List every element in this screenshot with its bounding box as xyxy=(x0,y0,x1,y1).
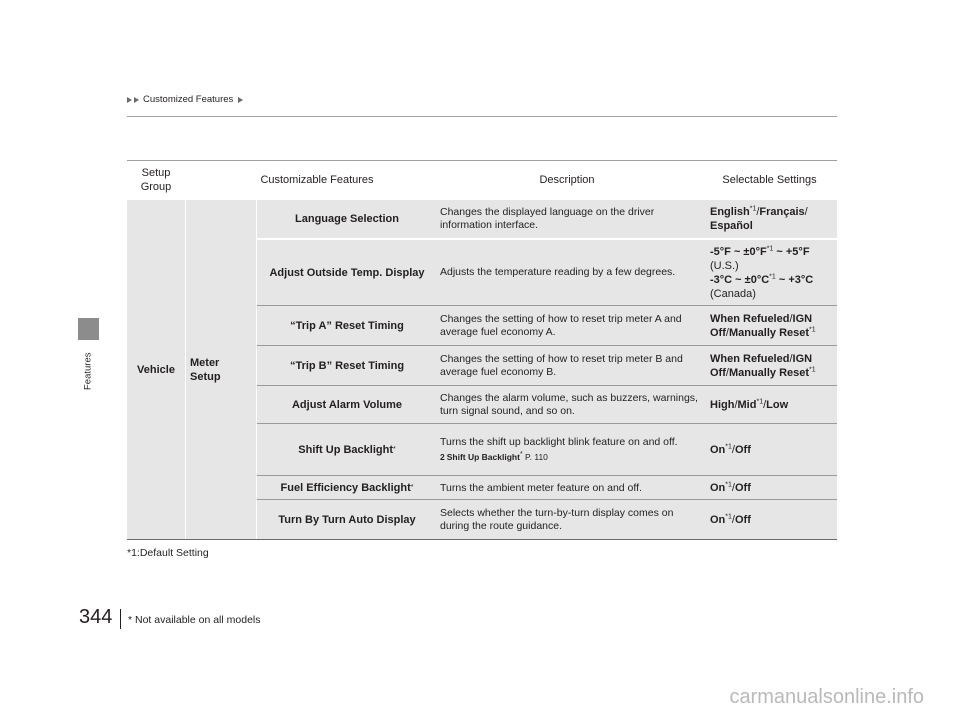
table-row xyxy=(257,240,837,305)
row-separator xyxy=(257,499,837,500)
table-row xyxy=(257,307,837,345)
breadcrumb-arrow-icon xyxy=(134,97,139,103)
selectable-settings: On$^{*1}$/Off xyxy=(710,443,751,456)
selectable-settings: English$^{*1}$/Français/ Español xyxy=(710,205,808,232)
feature-description: Changes the displayed language on the driver information interface. xyxy=(440,206,655,231)
feature-description: Changes the setting of how to reset trip meter A and average fuel economy A. xyxy=(440,313,682,338)
feature-name: “Trip A” Reset Timing xyxy=(290,320,404,332)
row-separator xyxy=(257,475,837,476)
feature-name: Fuel Efficiency Backlight * xyxy=(280,482,414,494)
table-row xyxy=(257,200,837,238)
watermark: carmanualsonline.info xyxy=(729,686,924,708)
default-setting-footnote: *1:Default Setting xyxy=(127,547,209,559)
table-bottom-rule xyxy=(127,539,837,540)
page-number: 344 xyxy=(79,606,113,628)
feature-name: Adjust Outside Temp. Display xyxy=(269,266,425,279)
table-header xyxy=(127,160,837,200)
selectable-settings: On$^{*1}$/Off xyxy=(710,481,751,494)
selectable-settings: When Refueled/IGN Off/Manually Reset$^{*1}$ xyxy=(710,353,816,379)
header-setup-group: Setup Group xyxy=(140,167,172,193)
selectable-settings: -5°F ~ $\pm 0^\circ F^{*1}$ ~ +5°F (U.S.) -3°C ~ $\pm 0^\circ C^{*1}$ ~ +3°C (Canada) xyxy=(710,244,814,300)
table-row xyxy=(257,387,837,423)
feature-name: Turn By Turn Auto Display xyxy=(278,514,416,526)
header-rule xyxy=(127,116,837,117)
table-row xyxy=(257,347,837,385)
side-tab-label: Features xyxy=(82,352,94,390)
selectable-settings: When Refueled/IGN Off/Manually Reset$^{*1}$ xyxy=(710,313,816,339)
feature-description: Selects whether the turn-by-turn display comes on during the route guidance. xyxy=(440,507,674,532)
feature-description: Adjusts the temperature reading by a few degrees. xyxy=(440,266,676,278)
feature-description: Turns the ambient meter feature on and off. xyxy=(440,481,642,494)
selectable-settings: On$^{*1}$/Off xyxy=(710,513,751,526)
feature-description: Turns the shift up backlight blink feature on and off. 2 Shift Up Backlight* P. 110 xyxy=(440,425,702,475)
breadcrumb xyxy=(127,94,243,105)
selectable-settings: High/Mid$^{*1}$/Low xyxy=(710,398,789,411)
feature-name: Adjust Alarm Volume xyxy=(291,399,403,411)
subgroup-meter-setup: Meter Setup xyxy=(190,357,221,383)
feature-name: Language Selection xyxy=(295,213,399,225)
availability-note: * Not available on all models xyxy=(128,614,261,626)
side-tab-marker xyxy=(78,318,99,340)
footer-divider xyxy=(120,609,121,629)
feature-name: Shift Up Backlight * xyxy=(298,444,396,456)
row-separator xyxy=(257,385,837,386)
row-separator xyxy=(257,345,837,346)
table-row xyxy=(257,477,837,499)
table-row xyxy=(257,501,837,539)
header-selectable-settings: Selectable Settings xyxy=(722,174,817,186)
table-row xyxy=(257,425,837,475)
feature-name: “Trip B” Reset Timing xyxy=(289,360,405,372)
feature-description: Changes the alarm volume, such as buzzers, warnings, turn signal sound, and so on. xyxy=(440,392,698,417)
header-description: Description xyxy=(539,174,595,186)
feature-description: Changes the setting of how to reset trip meter B and average fuel economy B. xyxy=(440,353,683,378)
row-separator xyxy=(257,305,837,306)
xref-arrow-icon: 2 xyxy=(440,452,445,462)
group-vehicle: Vehicle xyxy=(137,364,175,376)
breadcrumb-link[interactable]: Customized Features xyxy=(143,94,234,105)
header-customizable-features: Customizable Features xyxy=(260,174,374,186)
row-separator xyxy=(257,423,837,424)
cross-reference-link[interactable]: 2 Shift Up Backlight* P. 110 xyxy=(440,451,548,462)
breadcrumb-arrow-icon xyxy=(127,97,132,103)
breadcrumb-arrow-icon xyxy=(238,97,243,103)
